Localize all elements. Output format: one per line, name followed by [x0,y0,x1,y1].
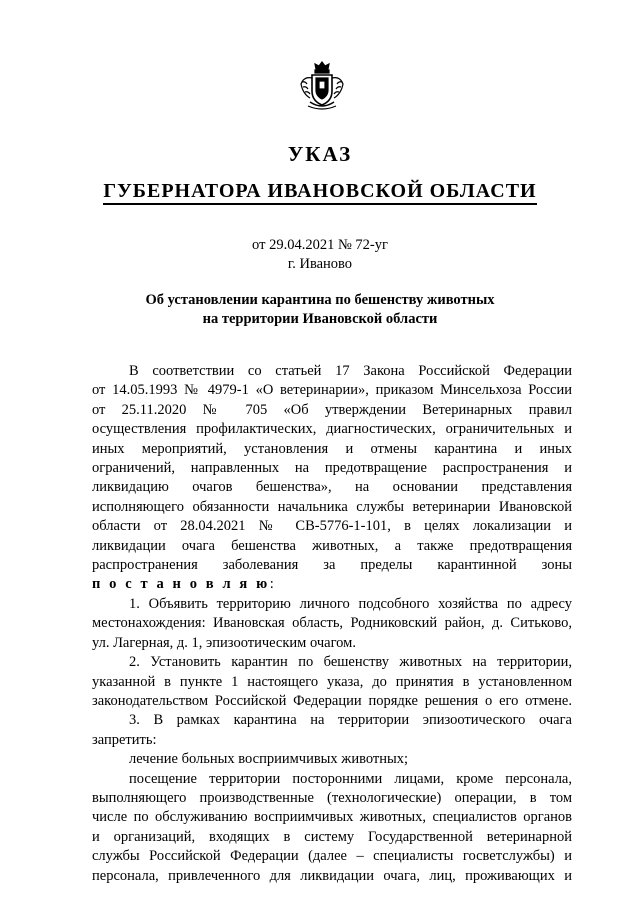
text-line: исполняющего обязанности начальника службы ветеринарии Ивановской [92,498,572,515]
item-2-line: законодательством Российской Федерации порядке решения о его отмене. [92,692,572,709]
ban-item-2-line: числе по обслуживанию восприимчивых животных, специалистов органов [92,809,572,826]
document-subtitle: ГУБЕРНАТОРА ИВАНОВСКОЙ ОБЛАСТИ [0,180,640,203]
text-line: области от 28.04.2021 № СВ-5776-1-101, в целях локализации и [92,518,572,535]
text-line: от 25.11.2020 № 705 «Об утверждении Ветеринарных правил [92,401,572,418]
subject-line-1: Об установлении карантина по бешенству животных [145,292,495,308]
item-1-line: ул. Лагерная, д. 1, эпизоотическим очагом. [92,634,356,651]
ban-item-2-line: выполняющего производственные (технологические) операции, в том [92,789,572,806]
item-1-line: 1. Объявить территорию личного подсобного хозяйства по адресу [129,595,572,612]
item-2-line: указанной в пункте 1 настоящего указа, до принятия в установленном [92,673,572,690]
text-line: от 14.05.1993 № 4979-1 «О ветеринарии», приказом Минсельхоза России [92,382,572,399]
item-3-line: 3. В рамках карантина на территории эпизоотического очага [129,712,572,729]
text-line: иных мероприятий, установления и отмены карантина и иных [92,440,572,457]
item-1-line: местонахождения: Ивановская область, Родниковский район, д. Ситьково, [92,615,572,632]
ban-item-2-line: посещение территории посторонними лицами, кроме персонала, [129,770,572,787]
coat-of-arms-icon [298,60,346,112]
ban-item-2-line: службы Российской Федерации (далее – специалисты госветслужбы) и [92,848,572,865]
text-line: В соответствии со статьей 17 Закона Российской Федерации [129,363,572,379]
subject-line-2: на территории Ивановской области [202,311,438,327]
text-line: распространения заболевания за пределы карантинной зоны [92,557,572,574]
item-3-line: запретить: [92,731,157,748]
ban-item-2-line: персонала, привлеченного для ликвидации очага, лиц, проживающих и [92,867,572,884]
ban-item-1: лечение больных восприимчивых животных; [129,751,408,768]
text-line: ликвидацию очагов бешенства», на основании представления [92,479,572,496]
decree-word: п о с т а н о в л я ю [92,576,270,593]
text-line: осуществления профилактических, диагностических, ограничительных и [92,421,572,438]
text-line: ликвидации очага бешенства животных, а также предотвращения [92,537,572,554]
date-number: от 29.04.2021 № 72-уг [252,237,388,253]
document-body [92,362,572,886]
decree-line: п о с т а н о в л я ю: [92,576,274,593]
city: г. Иваново [287,256,353,272]
item-2-line: 2. Установить карантин по бешенству животных на территории, [129,654,572,671]
text-line: ограничений, направленных на предотвращение распространения и [92,460,572,477]
document-title: УКАЗ [287,142,353,166]
ban-item-2-line: и организаций, входящих в систему Государственной ветеринарной [92,828,572,845]
